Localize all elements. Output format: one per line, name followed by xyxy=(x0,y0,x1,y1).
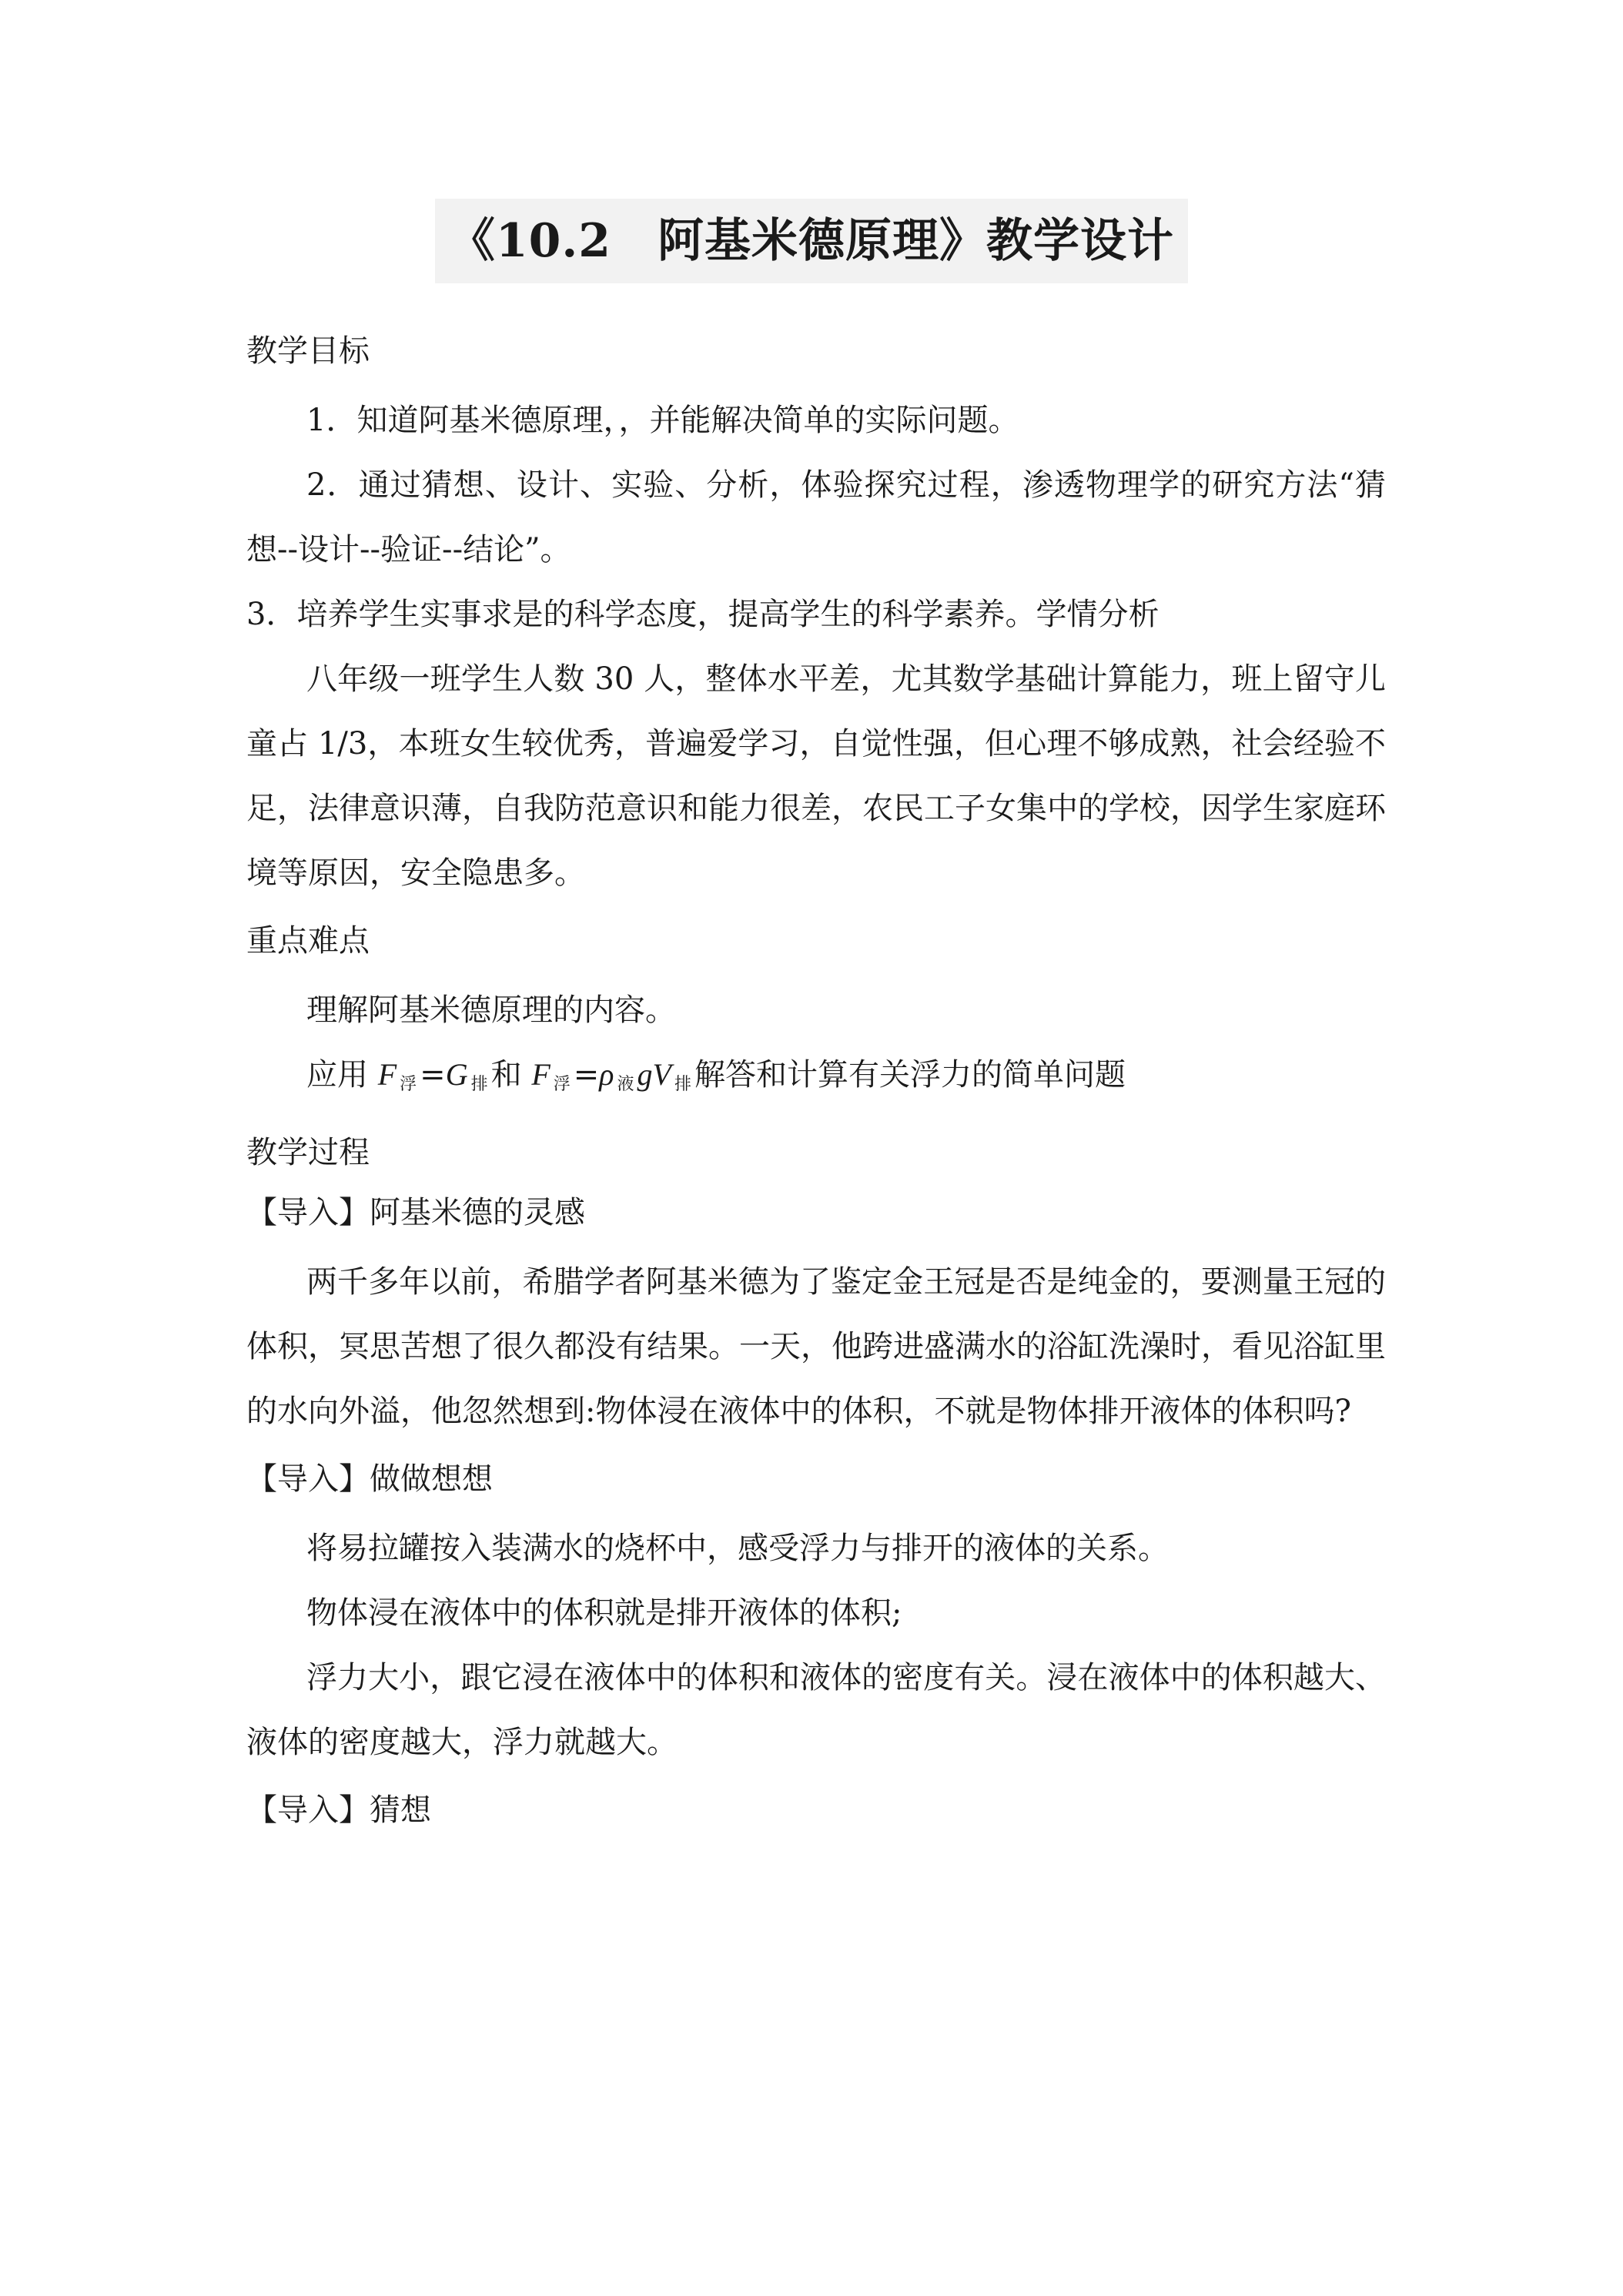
section-2-line-3: 浮力大小，跟它浸在液体中的体积和液体的密度有关。浸在液体中的体积越大、液体的密度越大，浮力就越大。 xyxy=(246,1660,1386,1760)
heading-process: 教学过程 xyxy=(246,1135,370,1170)
heading-goals: 教学目标 xyxy=(246,333,370,369)
goal-item-2: 2．通过猜想、设计、实验、分析，体验探究过程，渗透物理学的研究方法“猜想--设计--验证--结论”。 xyxy=(246,467,1386,567)
keypoint-line-2: 应用 F $_浮$ =G $_排$ 和 F $_浮$ =ρ $_液$ gV $_排$ 解答和计算有关浮力的简单问题 xyxy=(306,1057,1126,1094)
goal-item-3: 3．培养学生实事求是的科学态度，提高学生的科学素养。学情分析 xyxy=(246,597,1160,632)
analysis-text: 八年级一班学生人数 30 人，整体水平差，尤其数学基础计算能力，班上留守儿童占 1/3，本班女生较优秀，普遍爱学习，自觉性强，但心理不够成熟，社会经验不足，法律意识薄，自我防范意识和能力很差，农民工子女集中的学校，因学生家庭环境等原因，安全隐患多。 xyxy=(246,661,1386,891)
title-left: 《10.2 xyxy=(448,214,612,268)
section-2-line-2: 物体浸在液体中的体积就是排开液体的体积; xyxy=(306,1595,902,1631)
heading-keypoints: 重点难点 xyxy=(246,923,370,959)
heading-section-2: 【导入】做做想想 xyxy=(246,1461,493,1497)
section-1-text: 两千多年以前，希腊学者阿基米德为了鉴定金王冠是否是纯金的，要测量王冠的体积，冥思苦想了很久都没有结果。一天，他跨进盛满水的浴缸洗澡时，看见浴缸里的水向外溢，他忽然想到:物体浸在液体中的体积，不就是物体排开液体的体积吗? xyxy=(246,1264,1386,1429)
heading-section-3: 【导入】猜想 xyxy=(246,1792,431,1828)
title-wrap xyxy=(0,199,1623,283)
title-right: 阿基米德原理》教学设计 xyxy=(658,214,1175,268)
heading-section-1: 【导入】阿基米德的灵感 xyxy=(246,1195,585,1230)
section-2-line-1: 将易拉罐按入装满水的烧杯中，感受浮力与排开的液体的关系。 xyxy=(306,1531,1169,1566)
document-title xyxy=(435,199,1188,283)
keypoint-line-1: 理解阿基米德原理的内容。 xyxy=(306,992,676,1028)
document-body xyxy=(246,316,1386,1847)
goal-item-1: 1．知道阿基米德原理，，并能解决简单的实际问题。 xyxy=(306,403,1019,438)
heading-analysis: 学情分析 xyxy=(1036,597,1160,632)
